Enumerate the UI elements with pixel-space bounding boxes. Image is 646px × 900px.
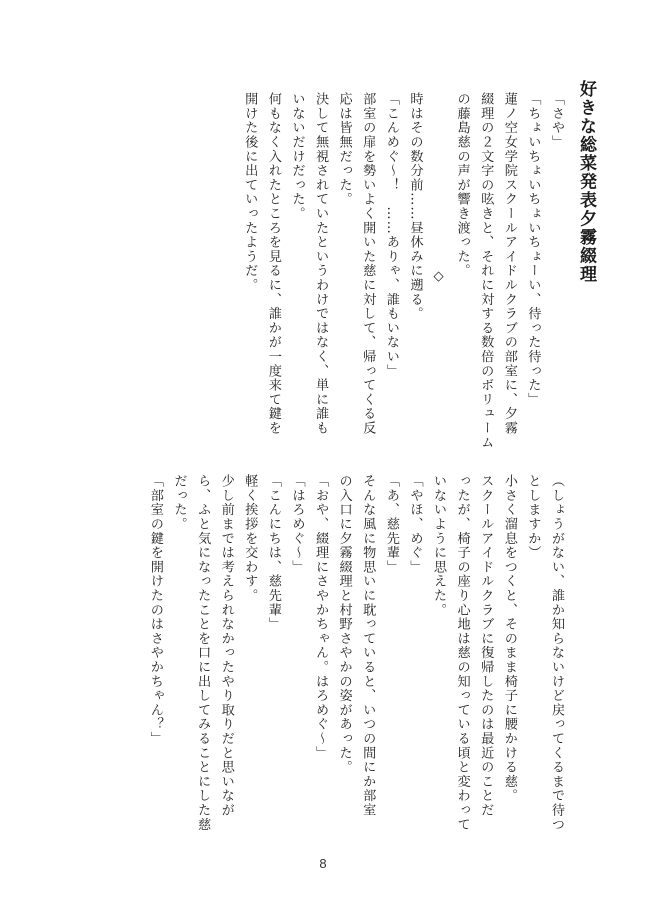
text-line: だった。: [171, 474, 187, 532]
text-line: 応は皆無だった。: [336, 92, 352, 207]
text-line: 小さく溜息をつくと、そのまま椅子に腰かける慈。: [501, 474, 517, 803]
text-line: の藤島慈の声が響き渡った。: [454, 92, 470, 278]
text-line: ったが、椅子の座り心地は慈の知っている頃と変わって: [454, 474, 470, 832]
text-line: 「はろめぐ〜」: [289, 474, 305, 575]
scene-break-diamond: ◇: [431, 268, 447, 286]
text-line: 何もなく入れたところを見るに、誰かが一度来て鍵を: [265, 92, 281, 436]
text-line: 蓮ノ空女学院スクールアイドルクラブの部室に、夕霧: [501, 92, 517, 436]
text-line: 綴理の２文字の呟きと、それに対する数倍のボリューム: [478, 92, 494, 450]
text-line: 「さや」: [549, 92, 564, 150]
text-line: スクールアイドルクラブに復帰したのは最近のことだ: [478, 474, 494, 818]
text-line: 開けた後に出ていったようだ。: [242, 92, 258, 293]
text-line: 「部室の鍵を開けたのはさやかちゃん？」: [147, 474, 163, 746]
text-line: 「やほ、めぐ」: [407, 474, 423, 575]
text-line: いないだけだった。: [289, 92, 305, 221]
text-line: 軽く挨拶を交わす。: [242, 474, 258, 603]
text-line: 決して無視されていたというわけではなく、単に誰も: [313, 92, 329, 436]
story-title: 好きな総菜発表夕霧綴理: [576, 80, 596, 284]
text-line: の入口に夕霧綴理と村野さやかの姿があった。: [336, 474, 352, 775]
text-line: （しょうがない、誰か知らないけど戻ってくるまで待つ: [549, 474, 564, 832]
text-line: 「おや、綴理にさやかちゃん。はろめぐ〜」: [313, 474, 329, 760]
text-line: 時はその数分前……昼休みに遡る。: [407, 92, 423, 321]
text-line: としますか）: [525, 474, 541, 560]
text-line: いないように思えた。: [431, 474, 447, 617]
top-text-block: [238, 92, 568, 462]
bottom-text-block: [143, 474, 568, 869]
text-line: 「こんめぐ〜！ ……ありゃ、誰もいない」: [383, 92, 399, 378]
page-number: 8: [319, 856, 327, 871]
text-line: 部室の扉を勢いよく開いた慈に対して、帰ってくる反: [360, 92, 376, 436]
text-line: 少し前までは考えられなかったやり取りだと思いなが: [218, 474, 234, 818]
text-line: ら、ふと気になったことを口に出してみることにした慈: [195, 474, 211, 832]
text-line: 「ちょいちょいちょいちょーい、待った待った」: [525, 92, 541, 407]
text-line: そんな風に物思いに耽っていると、いつの間にか部室: [360, 474, 376, 818]
text-line: 「あ、慈先輩」: [383, 474, 399, 575]
text-line: 「こんにちは、慈先輩」: [265, 474, 281, 632]
